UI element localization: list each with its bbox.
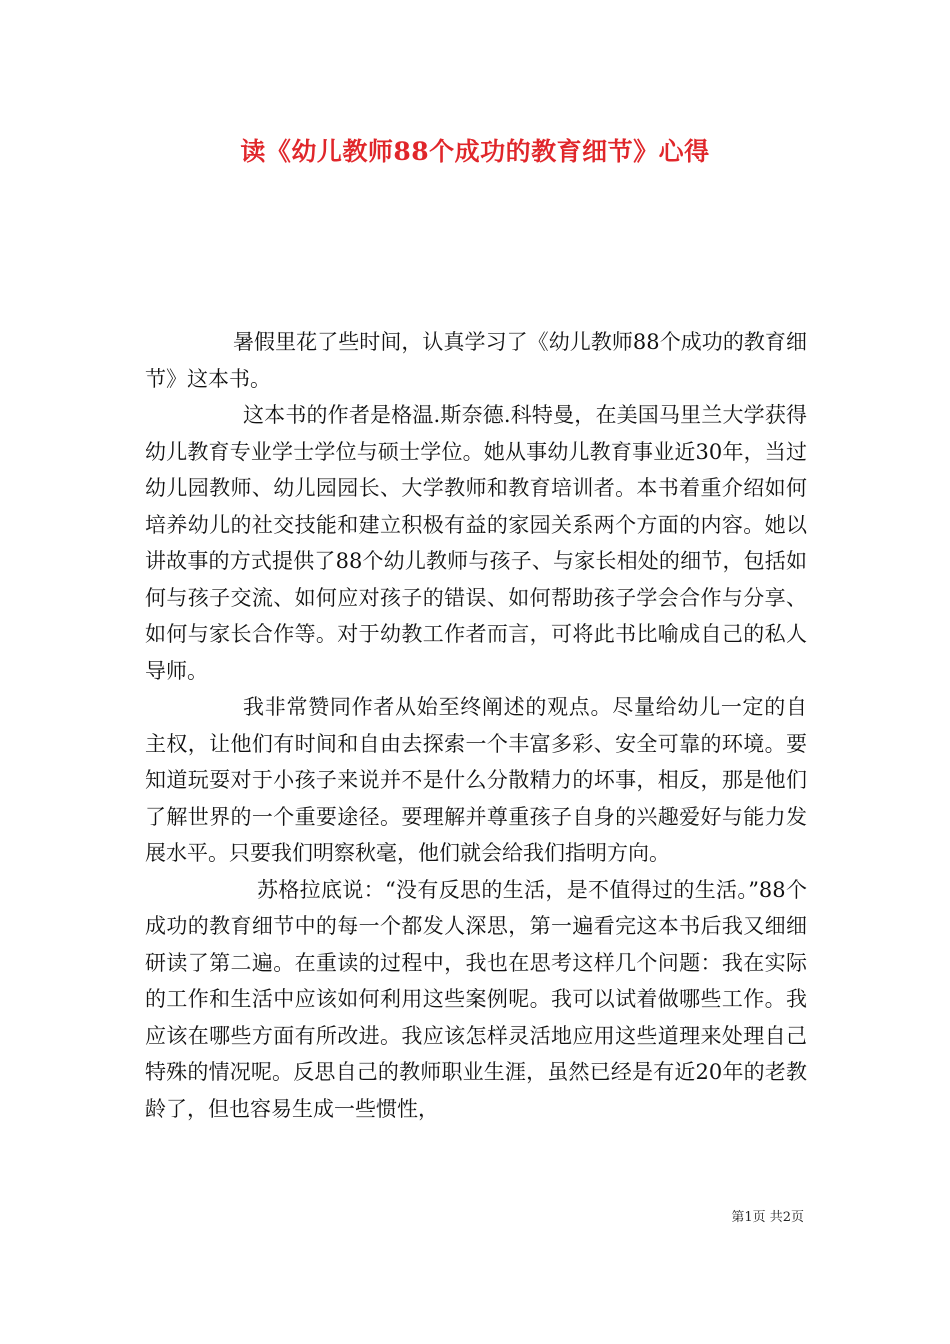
document-title: 读《幼儿教师88个成功的教育细节》心得 — [240, 137, 710, 166]
paragraph-author: 这本书的作者是格温.斯奈德.科特曼，在美国马里兰大学获得幼儿教育专业学士学位与硕士学位。她从事幼儿教育事业近30年，当过幼儿园教师、幼儿园园长、大学教师和教育培训者。本书着重介绍如何培养幼儿的社交技能和建立积极有益的家园关系两个方面的内容。她以讲故事的方式提供了88个幼儿教师与孩子、与家长相处的细节，包括如何与孩子交流、如何应对孩子的错误、如何帮助孩子学会合作与分享、如何与家长合作等。对于幼教工作者而言，可将此书比喻成自己的私人导师。 — [145, 403, 807, 683]
paragraph-reflection: 苏格拉底说：“没有反思的生活，是不值得过的生活。”88个成功的教育细节中的每一个都发人深思，第一遍看完这本书后我又细细研读了第二遍。在重读的过程中，我也在思考这样几个问题：我在实际的工作和生活中应该如何利用这些案例呢。我可以试着做哪些工作。我应该在哪些方面有所改进。我应该怎样灵活地应用这些道理来处理自己特殊的情况呢。反思自己的教师职业生涯，虽然已经是有近20年的老教龄了，但也容易生成一些惯性， — [145, 877, 807, 1121]
document-body — [145, 324, 807, 1127]
paragraph-intro: 暑假里花了些时间，认真学习了《幼儿教师88个成功的教育细节》这本书。 — [145, 330, 807, 391]
paragraph-viewpoint: 我非常赞同作者从始至终阐述的观点。尽量给幼儿一定的自主权，让他们有时间和自由去探索一个丰富多彩、安全可靠的环境。要知道玩耍对于小孩子来说并不是什么分散精力的坏事，相反，那是他们了解世界的一个重要途径。要理解并尊重孩子自身的兴趣爱好与能力发展水平。只要我们明察秋毫，他们就会给我们指明方向。 — [145, 695, 807, 865]
page-number-footer: 第1页 共2页 — [731, 1210, 804, 1225]
